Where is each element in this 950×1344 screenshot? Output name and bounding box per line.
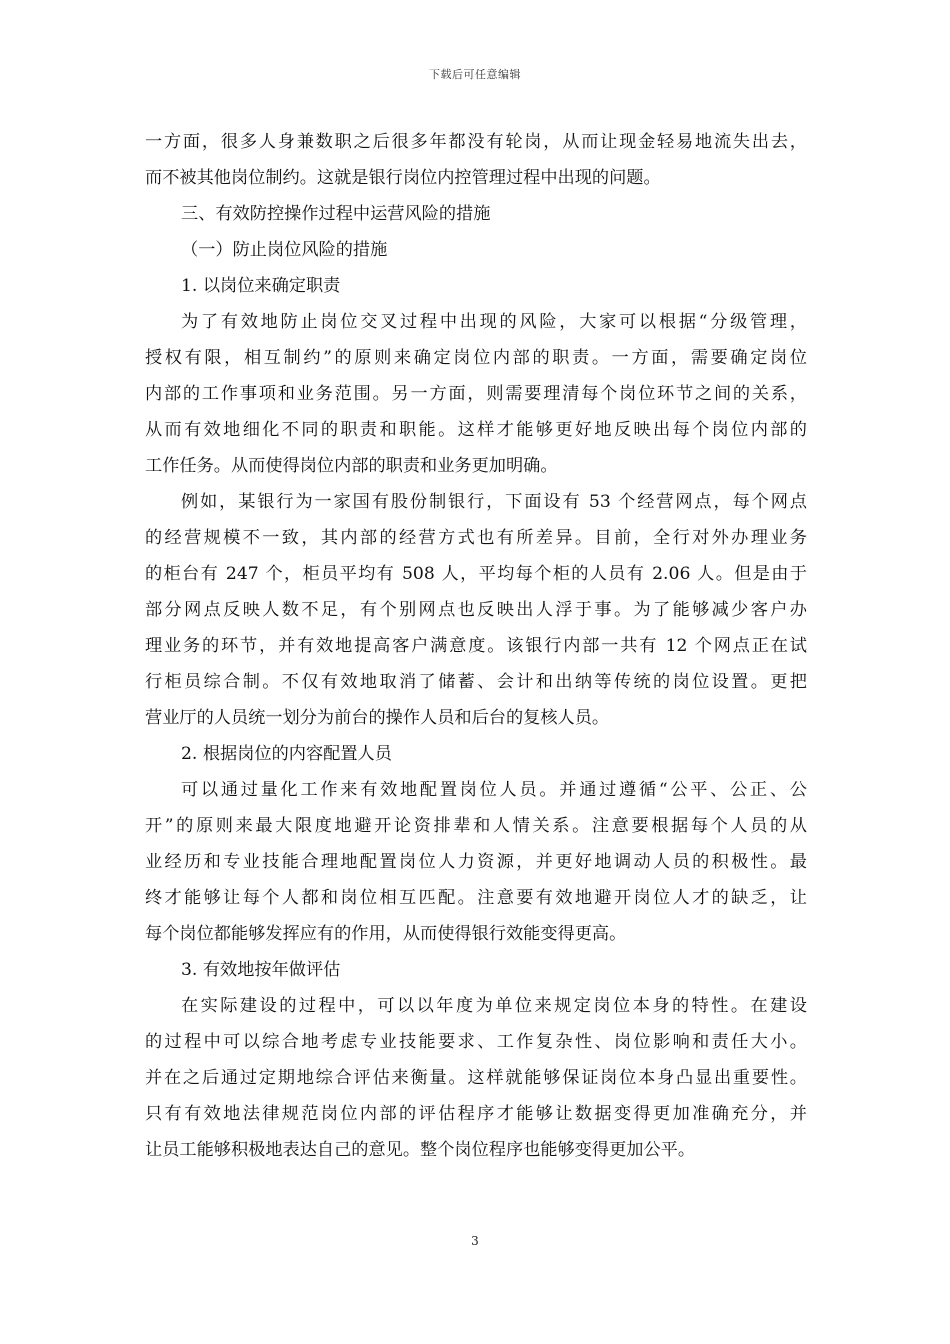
text-line: 开”的原则来最大限度地避开论资排辈和人情关系。注意要根据每个人员的从 <box>145 816 807 836</box>
text-line: 2. 根据岗位的内容配置人员 <box>181 744 392 764</box>
text-line: 每个岗位都能够发挥应有的作用，从而使得银行效能变得更高。 <box>145 924 627 944</box>
text-line: 营业厅的人员统一划分为前台的操作人员和后台的复核人员。 <box>145 708 610 728</box>
text-line: 从而有效地细化不同的职责和职能。这样才能够更好地反映出每个岗位内部的 <box>145 420 807 440</box>
text-line: 只有有效地法律规范岗位内部的评估程序才能够让数据变得更加准确充分，并 <box>145 1104 807 1124</box>
text-line: 授权有限，相互制约”的原则来确定岗位内部的职责。一方面，需要确定岗位 <box>145 348 807 368</box>
text-line: 部分网点反映人数不足，有个别网点也反映出人浮于事。为了能够减少客户办 <box>145 600 807 620</box>
document-body <box>145 124 807 1168</box>
text-line: 例如，某银行为一家国有股份制银行，下面设有 53 个经营网点，每个网点 <box>181 492 807 512</box>
text-line: 的经营规模不一致，其内部的经营方式也有所差异。目前，全行对外办理业务 <box>145 528 807 548</box>
page-header: 下载后可任意编辑 <box>429 68 521 81</box>
text-line: 的过程中可以综合地考虑专业技能要求、工作复杂性、岗位影响和责任大小。 <box>145 1032 807 1052</box>
text-line: 并在之后通过定期地综合评估来衡量。这样就能够保证岗位本身凸显出重要性。 <box>145 1068 807 1088</box>
text-line: 让员工能够积极地表达自己的意见。整个岗位程序也能够变得更加公平。 <box>145 1140 696 1160</box>
page-number: 3 <box>471 1234 479 1248</box>
text-line: 三、有效防控操作过程中运营风险的措施 <box>181 204 491 224</box>
text-line: 一方面，很多人身兼数职之后很多年都没有轮岗，从而让现金轻易地流失出去， <box>145 132 807 152</box>
text-line: 1. 以岗位来确定职责 <box>181 276 341 296</box>
text-line: 而不被其他岗位制约。这就是银行岗位内控管理过程中出现的问题。 <box>145 168 661 188</box>
text-line: 内部的工作事项和业务范围。另一方面，则需要理清每个岗位环节之间的关系， <box>145 384 807 404</box>
text-line: 理业务的环节，并有效地提高客户满意度。该银行内部一共有 12 个网点正在试 <box>145 636 807 656</box>
text-line: 在实际建设的过程中，可以以年度为单位来规定岗位本身的特性。在建设 <box>181 996 807 1016</box>
text-line: 的柜台有 247 个，柜员平均有 508 人，平均每个柜的人员有 2.06 人。但是由于 <box>145 564 807 584</box>
text-line: 业经历和专业技能合理地配置岗位人力资源，并更好地调动人员的积极性。最 <box>145 852 807 872</box>
text-line: 3. 有效地按年做评估 <box>181 960 341 980</box>
text-line: 工作任务。从而使得岗位内部的职责和业务更加明确。 <box>145 456 558 476</box>
text-line: 可以通过量化工作来有效地配置岗位人员。并通过遵循“公平、公正、公 <box>181 780 807 800</box>
text-line: （一）防止岗位风险的措施 <box>181 240 388 260</box>
text-line: 终才能够让每个人都和岗位相互匹配。注意要有效地避开岗位人才的缺乏，让 <box>145 888 807 908</box>
text-line: 行柜员综合制。不仅有效地取消了储蓄、会计和出纳等传统的岗位设置。更把 <box>145 672 807 692</box>
text-line: 为了有效地防止岗位交叉过程中出现的风险，大家可以根据“分级管理， <box>181 312 807 332</box>
